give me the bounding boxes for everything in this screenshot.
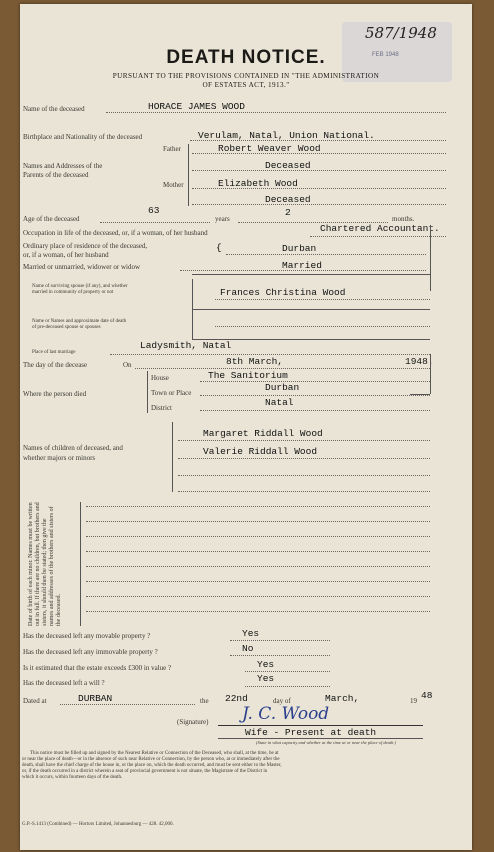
minor-entry-line — [86, 596, 430, 597]
children-label-2: whether majors or minors — [23, 454, 96, 462]
dotted-line — [200, 410, 430, 411]
footer-notice-1: This notice must be filled up and signed by the Nearest Relative or Connection of the Deceased, who shall, at the time, be at — [30, 751, 279, 756]
marriage-place-value: Ladysmith, Natal — [140, 340, 232, 351]
child-2: Valerie Riddall Wood — [203, 446, 318, 457]
marriage-place-label: Place of last marriage — [32, 350, 76, 355]
footer-notice-2: or near the place of death—or in the absence of such near Relative or Connection, by the person who, at or immediately after the — [22, 757, 280, 762]
minors-bracket — [80, 502, 81, 626]
residence-label-2: or, if a woman, of her husband — [23, 251, 109, 259]
footer-notice-5: which it occurs, within fourteen days of the death. — [22, 775, 123, 780]
dated-label: Dated at — [23, 697, 47, 705]
where-bracket — [147, 371, 148, 413]
dotted-line — [245, 686, 330, 687]
marital-label: Married or unmarried, widower or widow — [23, 263, 141, 271]
dotted-line — [215, 299, 430, 300]
right-border — [430, 354, 431, 394]
footer-notice-3: death, shall have the chief charge of the house in, or the place on, which the death occurred, and must be sent either to the Master, — [22, 763, 282, 768]
dotted-line — [215, 326, 430, 327]
dotted-line — [230, 640, 330, 641]
town-label: Town or Place — [151, 389, 192, 397]
age-months: 2 — [285, 207, 291, 218]
district-label: District — [151, 404, 172, 412]
dotted-line — [178, 458, 430, 459]
district-value: Natal — [265, 397, 294, 408]
form-title: DEATH NOTICE. — [166, 47, 326, 68]
father-label: Father — [163, 145, 181, 153]
printer-imprint: G.P.-S.1413 (Combined) — Hortors Limited, Johannesburg — 428. 42,000. — [22, 822, 174, 827]
mother-name: Elizabeth Wood — [218, 178, 298, 189]
dated-month: March, — [325, 693, 360, 704]
dotted-line — [192, 170, 446, 171]
dotted-line — [100, 222, 210, 223]
dated-place: DURBAN — [78, 693, 113, 704]
house-value: The Sanitorium — [208, 370, 288, 381]
minor-entry-line — [86, 521, 430, 522]
dotted-line — [106, 112, 446, 113]
age-years: 63 — [148, 205, 160, 216]
divider — [192, 309, 430, 310]
right-border — [430, 226, 431, 291]
birthplace-label: Birthplace and Nationality of the deceased — [23, 133, 143, 141]
child-1: Margaret Riddall Wood — [203, 428, 323, 439]
years-label: years — [215, 215, 230, 223]
parents-label-1: Names and Addresses of the — [23, 162, 103, 170]
dotted-line — [180, 270, 426, 271]
death-date: 8th March, — [226, 356, 284, 367]
answer-movable: Yes — [242, 628, 260, 639]
dated-day: 22nd — [225, 693, 248, 704]
divider — [410, 394, 430, 395]
signer-capacity: Wife - Present at death — [245, 727, 377, 738]
divider — [218, 738, 423, 739]
death-year: 1948. — [405, 356, 434, 367]
the-label: the — [200, 697, 209, 705]
year-prefix: 19 — [410, 697, 417, 705]
answer-estate-value: Yes — [257, 659, 275, 670]
children-label-1: Names of children of deceased, and — [23, 444, 123, 452]
surviving-spouse: Frances Christina Wood — [220, 287, 346, 298]
minor-entry-line — [86, 581, 430, 582]
parents-bracket — [188, 144, 189, 206]
dated-year: 48 — [421, 690, 433, 701]
day-of-label: day of — [273, 697, 291, 705]
signature-line — [218, 725, 423, 726]
mother-label: Mother — [163, 181, 184, 189]
house-label: House — [151, 374, 169, 382]
question-will: Has the deceased left a will ? — [23, 679, 105, 687]
answer-immovable: No — [242, 643, 254, 654]
answer-will: Yes — [257, 673, 275, 684]
where-died-label: Where the person died — [23, 390, 87, 398]
deceased-name: HORACE JAMES WOOD — [148, 101, 245, 112]
town-value: Durban — [265, 382, 300, 393]
residence-value: Durban — [282, 243, 317, 254]
on-label: On — [123, 361, 132, 369]
question-estate-value: Is it estimated that the estate exceeds £300 in value ? — [23, 664, 172, 672]
minor-entry-line — [86, 611, 430, 612]
signature: J. C. Wood — [242, 704, 330, 724]
death-day-label: The day of the decease — [23, 361, 88, 369]
dotted-line — [230, 655, 330, 656]
dotted-line — [200, 395, 430, 396]
question-immovable: Has the deceased left any immovable property ? — [23, 648, 158, 656]
residence-label-1: Ordinary place of residence of the deceased, — [23, 242, 148, 250]
minor-entry-line — [86, 551, 430, 552]
dotted-line — [245, 671, 330, 672]
spouse-label-2: married in community of property or not — [32, 290, 114, 295]
dotted-line — [110, 354, 430, 355]
stamp-text: FEB 1948 — [372, 52, 399, 58]
capacity-note: (State in what capacity and whether at the time at or near the place of death.) — [256, 740, 396, 745]
dotted-line — [135, 368, 430, 369]
dotted-line — [60, 704, 195, 705]
minor-entry-line — [86, 536, 430, 537]
children-bracket — [172, 422, 173, 492]
signature-label: (Signature) — [177, 718, 209, 726]
age-label: Age of the deceased — [23, 215, 80, 223]
birthplace-value: Verulam, Natal, Union National. — [198, 130, 375, 141]
mother-status: Deceased — [265, 194, 311, 205]
dotted-line — [178, 440, 430, 441]
dotted-line — [178, 491, 430, 492]
divider — [192, 274, 430, 275]
minor-entry-line — [86, 566, 430, 567]
occupation-value: Chartered Accountant. — [320, 223, 440, 234]
death-notice-form — [20, 4, 472, 850]
minor-entry-line — [86, 506, 430, 507]
form-subtitle-line1: PURSUANT TO THE PROVISIONS CONTAINED IN "THE ADMINISTRATION — [112, 72, 380, 80]
question-movable: Has the deceased left any movable property ? — [23, 632, 151, 640]
father-status: Deceased — [265, 160, 311, 171]
father-name: Robert Weaver Wood — [218, 143, 321, 154]
months-label: months. — [392, 215, 415, 223]
name-label: Name of the deceased — [23, 105, 85, 113]
dotted-line — [192, 204, 446, 205]
occupation-label: Occupation in life of the deceased, or, if a woman, of her husband — [23, 229, 208, 237]
spouse-label-1: Name of surviving spouse (if any), and whether — [32, 284, 128, 289]
dotted-line — [226, 254, 426, 255]
dotted-line — [310, 236, 446, 237]
form-subtitle-line2: OF ESTATES ACT, 1913." — [202, 81, 290, 89]
dotted-line — [200, 381, 430, 382]
footer-notice-4: or, if the death occurred in a district wherein a seat of provincial government is not situate, the Magistrate of the District in — [22, 769, 268, 774]
minors-instruction: Date of birth of each minor. Names must be written out in full. If there are no children, but brothers and sisters, it should then be stated; then give the names and addresses of the brothers and sisters of the deceased. — [28, 502, 62, 626]
parents-label-2: Parents of the deceased — [23, 171, 89, 179]
predeceased-label-1: Name or Names and approximate date of death — [32, 319, 127, 324]
dotted-line — [178, 475, 430, 476]
predeceased-label-2: of pre-deceased spouse or spouses — [32, 325, 101, 330]
residence-brace: { — [216, 242, 222, 253]
handwritten-reference: 587/1948 — [365, 24, 437, 42]
marital-value: Married — [282, 260, 322, 271]
